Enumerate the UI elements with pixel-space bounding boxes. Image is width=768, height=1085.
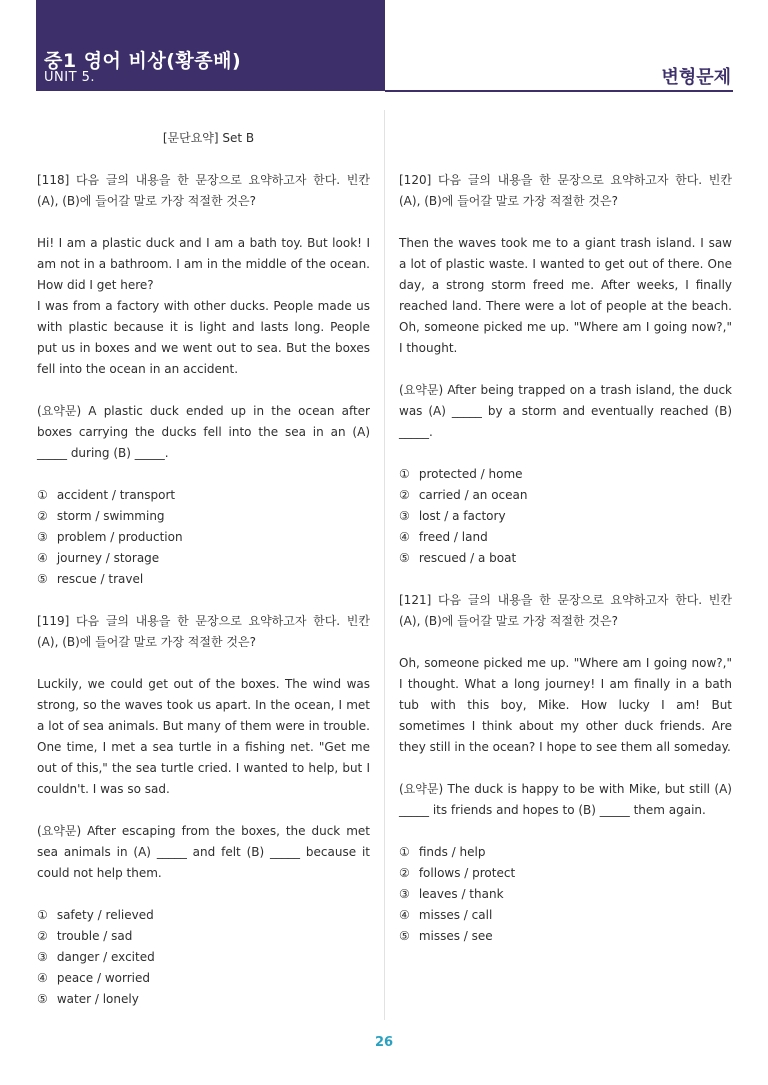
choice-text: follows / protect <box>418 866 516 880</box>
choice-text: safety / relieved <box>56 908 154 922</box>
passage-paragraph: Hi! I am a plastic duck and I am a bath toy. But look! I am not in a bathroom. I am in the middle of the ocean. How did I get here? <box>37 236 370 292</box>
choice-text: protected / home <box>418 467 523 481</box>
answer-choice[interactable] <box>399 485 732 506</box>
choice-number: ⑤ <box>37 572 48 586</box>
question-header: [119] 다음 글의 내용을 한 문장으로 요약하고자 한다. 빈칸 (A), (B)에 들어갈 말로 가장 적절한 것은? <box>37 614 370 649</box>
choice-number: ② <box>37 509 48 523</box>
choice-text: carried / an ocean <box>418 488 528 502</box>
passage <box>37 233 370 380</box>
choice-text: freed / land <box>418 530 488 544</box>
choice-text: rescued / a boat <box>418 551 517 565</box>
answer-choice[interactable] <box>37 926 370 947</box>
summary-sentence: (요약문) After being trapped on a trash island, the duck was (A) _____ by a storm and eventually reached (B) _____. <box>399 383 732 439</box>
passage-paragraph: Luckily, we could get out of the boxes. The wind was strong, so the waves took us apart. In the ocean, I met a lot of sea animals. But many of them were in trouble. One time, I met a sea turtle in a fishing net. "Get me out of this," the sea turtle cried. I wanted to help, but I couldn't. I was so sad. <box>37 677 370 796</box>
answer-choice[interactable] <box>37 947 370 968</box>
answer-choice[interactable] <box>399 884 732 905</box>
document-title: 중1 영어 비상(황종배) <box>44 50 242 72</box>
answer-choices <box>37 905 370 1010</box>
choice-text: problem / production <box>56 530 183 544</box>
choice-text: lost / a factory <box>418 509 506 523</box>
answer-choices <box>37 485 370 590</box>
passage <box>399 233 732 359</box>
answer-choice[interactable] <box>37 905 370 926</box>
choice-number: ① <box>37 488 48 502</box>
choice-number: ③ <box>399 887 410 901</box>
choice-text: trouble / sad <box>56 929 133 943</box>
answer-choice[interactable] <box>37 989 370 1010</box>
choice-number: ② <box>399 866 410 880</box>
choice-text: finds / help <box>418 845 486 859</box>
summary-sentence: (요약문) A plastic duck ended up in the ocean after boxes carrying the ducks fell into the sea in an (A) _____ during (B) _____. <box>37 404 370 460</box>
choice-number: ④ <box>37 551 48 565</box>
choice-number: ④ <box>399 530 410 544</box>
passage <box>37 674 370 800</box>
choice-number: ② <box>37 929 48 943</box>
answer-choice[interactable] <box>399 506 732 527</box>
answer-choice[interactable] <box>37 548 370 569</box>
passage-paragraph: Oh, someone picked me up. "Where am I going now?," I thought. What a long journey! I am finally in a bath tub with this boy, Mike. How lucky I am! But sometimes I think about my other duck friends. Are they still in the ocean? I hope to see them all someday. <box>399 656 732 754</box>
answer-choice[interactable] <box>399 926 732 947</box>
question-118 <box>37 170 370 590</box>
choice-number: ① <box>399 845 410 859</box>
answer-choice[interactable] <box>37 506 370 527</box>
choice-text: rescue / travel <box>56 572 144 586</box>
answer-choice[interactable] <box>37 569 370 590</box>
choice-text: misses / see <box>418 929 493 943</box>
choice-number: ② <box>399 488 410 502</box>
choice-number: ④ <box>37 971 48 985</box>
choice-number: ① <box>399 467 410 481</box>
choice-number: ⑤ <box>399 929 410 943</box>
choice-number: ⑤ <box>399 551 410 565</box>
answer-choice[interactable] <box>37 968 370 989</box>
choice-text: misses / call <box>418 908 493 922</box>
choice-number: ④ <box>399 908 410 922</box>
answer-choices <box>399 842 732 947</box>
answer-choice[interactable] <box>37 485 370 506</box>
choice-number: ③ <box>37 950 48 964</box>
answer-choice[interactable] <box>399 527 732 548</box>
question-120 <box>399 170 732 569</box>
question-header: [118] 다음 글의 내용을 한 문장으로 요약하고자 한다. 빈칸 (A), (B)에 들어갈 말로 가장 적절한 것은? <box>37 173 370 208</box>
passage <box>399 653 732 758</box>
passage-paragraph: I was from a factory with other ducks. People made us with plastic because it is light and lasts long. People put us in boxes and we went out to sea. But the boxes fell into the ocean in an accident. <box>37 299 370 376</box>
question-header: [121] 다음 글의 내용을 한 문장으로 요약하고자 한다. 빈칸 (A), (B)에 들어갈 말로 가장 적절한 것은? <box>399 593 732 628</box>
choice-number: ③ <box>37 530 48 544</box>
question-121 <box>399 590 732 947</box>
section-tag: 변형문제 <box>661 67 731 88</box>
question-header: [120] 다음 글의 내용을 한 문장으로 요약하고자 한다. 빈칸 (A), (B)에 들어갈 말로 가장 적절한 것은? <box>399 173 732 208</box>
choice-text: journey / storage <box>56 551 160 565</box>
choice-number: ⑤ <box>37 992 48 1006</box>
question-119 <box>37 611 370 1010</box>
set-title: [문단요약] Set B <box>162 131 255 145</box>
answer-choice[interactable] <box>399 905 732 926</box>
answer-choice[interactable] <box>399 842 732 863</box>
unit-label: UNIT 5. <box>44 70 96 85</box>
choice-text: peace / worried <box>56 971 150 985</box>
choice-text: water / lonely <box>56 992 139 1006</box>
choice-text: leaves / thank <box>418 887 504 901</box>
column-divider <box>384 110 385 1020</box>
answer-choice[interactable] <box>399 464 732 485</box>
header-rule <box>385 90 733 92</box>
choice-text: accident / transport <box>56 488 176 502</box>
answer-choices <box>399 464 732 569</box>
choice-text: danger / excited <box>56 950 155 964</box>
left-column <box>37 128 370 1010</box>
choice-text: storm / swimming <box>56 509 165 523</box>
summary-sentence: (요약문) After escaping from the boxes, the duck met sea animals in (A) _____ and felt (B) _____ because it could not help them. <box>37 824 370 880</box>
answer-choice[interactable] <box>399 863 732 884</box>
passage-paragraph: Then the waves took me to a giant trash island. I saw a lot of plastic waste. I wanted to get out of there. One day, a strong storm freed me. After weeks, I finally reached land. There were a lot of people at the beach. Oh, someone picked me up. "Where am I going now?," I thought. <box>399 236 732 355</box>
summary-sentence: (요약문) The duck is happy to be with Mike, but still (A) _____ its friends and hopes to (B) _____ them again. <box>399 782 732 817</box>
right-column <box>399 170 732 947</box>
page-number: 26 <box>374 1035 394 1050</box>
choice-number: ③ <box>399 509 410 523</box>
answer-choice[interactable] <box>37 527 370 548</box>
choice-number: ① <box>37 908 48 922</box>
answer-choice[interactable] <box>399 548 732 569</box>
